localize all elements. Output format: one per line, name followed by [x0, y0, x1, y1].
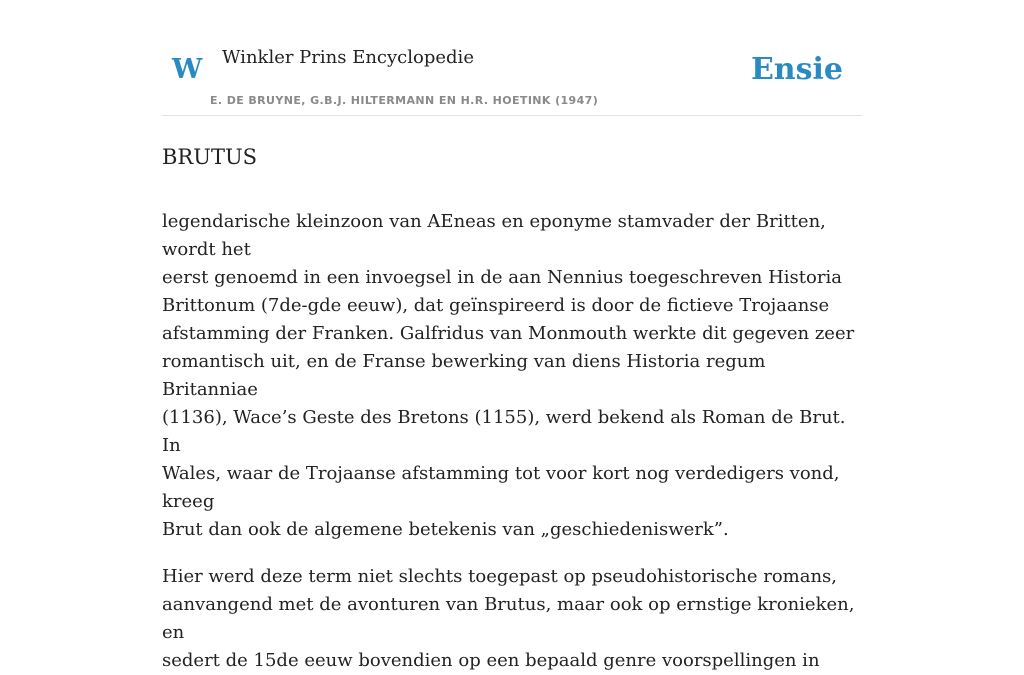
text-line: aanvangend met de avonturen van Brutus, maar ook op ernstige kronieken, en: [162, 594, 855, 643]
text-line: afstamming der Franken. Galfridus van Monmouth werkte dit gegeven zeer: [162, 323, 855, 344]
authors-subtitle: E. DE BRUYNE, G.B.J. HILTERMANN EN H.R. HOETINK (1947): [210, 94, 599, 107]
text-line: (1136), Wace’s Geste des Bretons (1155), werd bekend als Roman de Brut. In: [162, 407, 846, 456]
site-title-link[interactable]: Winkler Prins Encyclopedie: [222, 47, 474, 68]
text-line: Hier werd deze term niet slechts toegepast op pseudohistorische romans,: [162, 566, 838, 587]
text-line: romantisch uit, en de Franse bewerking van diens Historia regum Britanniae: [162, 351, 766, 400]
article-headword: BRUTUS: [162, 145, 258, 169]
text-line: Wales, waar de Trojaanse afstamming tot voor kort nog verdedigers vond, kreeg: [162, 463, 840, 512]
text-line: eerst genoemd in een invoegsel in de aan Nennius toegeschreven Historia: [162, 267, 842, 288]
text-line: sedert de 15de eeuw bovendien op een bepaald genre voorspellingen in: [162, 650, 820, 671]
ensie-logo[interactable]: Ensie: [750, 52, 843, 87]
page: [162, 0, 862, 675]
text-line: legendarische kleinzoon van AEneas en eponyme stamvader der Britten, wordt het: [162, 211, 826, 260]
paragraph-2: [162, 563, 862, 675]
text-line: Brittonum (7de-gde eeuw), dat geïnspireerd is door de fictieve Trojaanse: [162, 295, 830, 316]
article-body: [162, 208, 862, 675]
site-header: [162, 0, 862, 116]
paragraph-1: [162, 208, 862, 544]
text-line: Brut dan ook de algemene betekenis van „geschiedeniswerk”.: [162, 519, 729, 540]
logo-w-icon[interactable]: W: [172, 54, 203, 85]
